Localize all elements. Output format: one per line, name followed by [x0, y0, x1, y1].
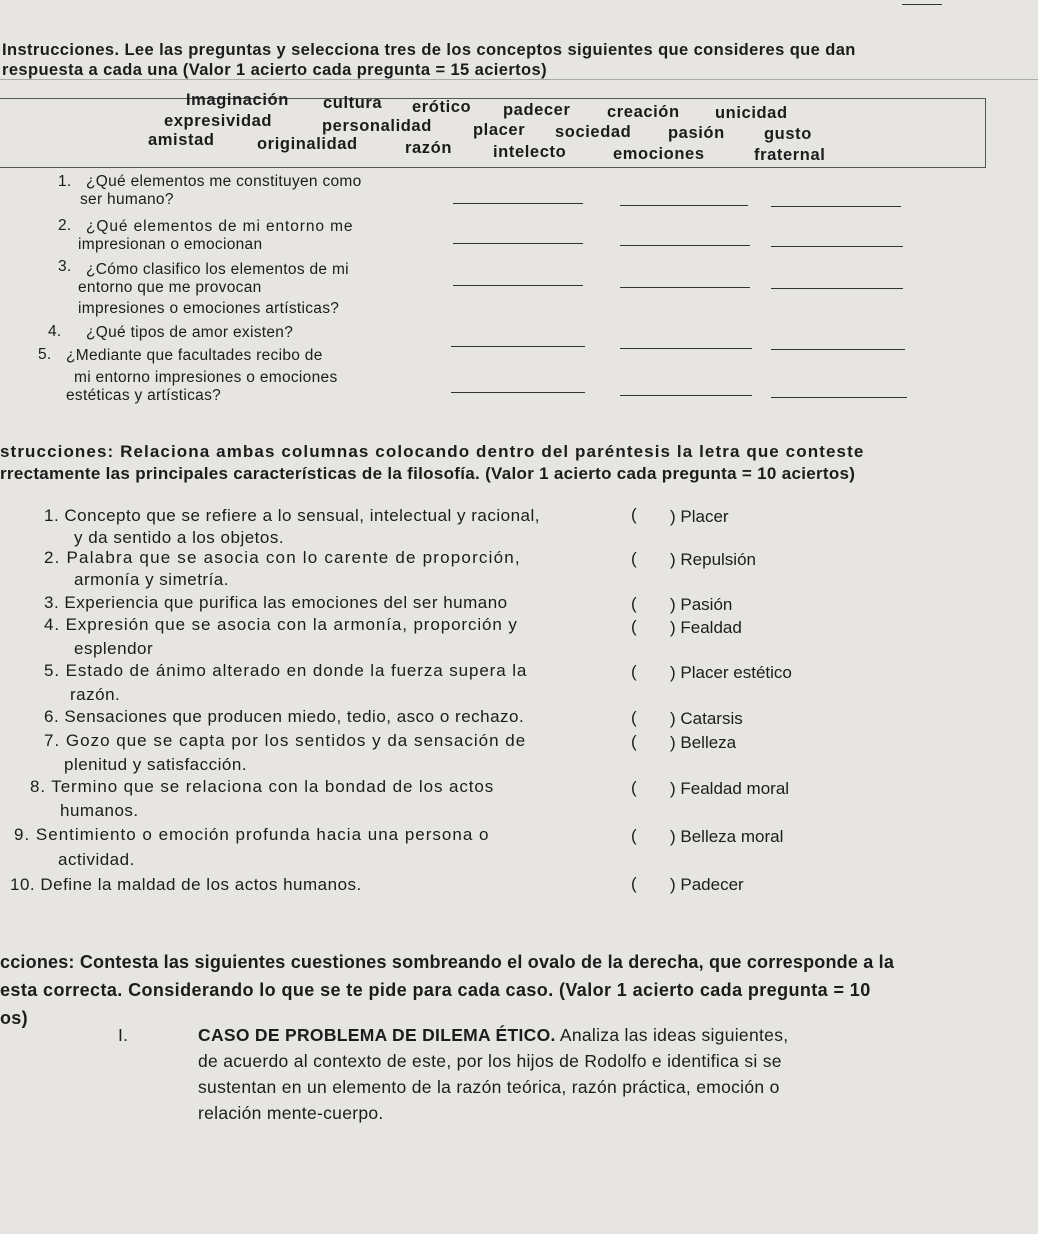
section2-instructions-line2: rrectamente las principales características de la filosofía. (Valor 1 acierto cada pregunta = 10 aciertos): [0, 464, 856, 483]
answer-blank[interactable]: [453, 243, 583, 244]
answer-blank[interactable]: [453, 203, 583, 204]
answer-blank[interactable]: [771, 349, 905, 350]
word: erótico: [412, 98, 472, 116]
answer-paren[interactable]: (: [631, 778, 637, 797]
answer-blank[interactable]: [620, 245, 750, 246]
answer-paren[interactable]: (: [631, 708, 637, 727]
answer-blank[interactable]: [620, 205, 748, 206]
section1-instructions: [2, 40, 856, 80]
corner-line: [902, 4, 942, 5]
question-number: 1.: [58, 173, 72, 190]
question-number: 4.: [48, 323, 62, 340]
section3-instructions: [0, 950, 894, 1030]
answer-paren[interactable]: (: [631, 874, 637, 893]
question-text: ¿Cómo clasifico los elementos de mi entorno que me provocan impresiones o emociones artísticas?: [78, 261, 349, 317]
section2-instructions-line1: strucciones: Relaciona ambas columnas colocando dentro del paréntesis la letra que conteste: [0, 442, 865, 461]
word: unicidad: [715, 104, 788, 122]
section1-rule: [0, 79, 1038, 80]
question-number: 2.: [58, 217, 72, 234]
word: intelecto: [493, 143, 567, 161]
section1-instructions-line2: respuesta a cada una (Valor 1 acierto cada pregunta = 15 aciertos): [2, 61, 547, 79]
question-text: ¿Qué tipos de amor existen?: [86, 324, 294, 341]
option-label: ) Belleza moral: [670, 827, 784, 846]
answer-blank[interactable]: [451, 392, 585, 393]
section3-instructions-line2: esta correcta. Considerando lo que se te pide para cada caso. (Valor 1 acierto cada pregunta = 10: [0, 980, 871, 1000]
answer-blank[interactable]: [771, 246, 903, 247]
word: sociedad: [555, 123, 632, 141]
matching-item: 10. Define la maldad de los actos humanos.: [10, 875, 362, 894]
answer-blank[interactable]: [771, 206, 901, 207]
case-title: CASO DE PROBLEMA DE DILEMA ÉTICO.: [198, 1025, 556, 1045]
section2-instructions: [0, 441, 864, 485]
case-description: [198, 1023, 788, 1125]
case-line3: sustentan en un elemento de la razón teórica, razón práctica, emoción o: [198, 1077, 780, 1097]
word: originalidad: [257, 135, 358, 153]
word: expresividad: [164, 112, 273, 130]
answer-paren[interactable]: (: [631, 826, 637, 845]
option-label: ) Padecer: [670, 875, 744, 894]
option-label: ) Fealdad moral: [670, 779, 790, 798]
section3-instructions-line3: os): [0, 1008, 28, 1028]
word: Imaginación: [186, 91, 289, 109]
question-text: ¿Qué elementos de mi entorno me impresionan o emocionan: [78, 218, 354, 253]
matching-item: 9. Sentimiento o emoción profunda hacia una persona o actividad.: [14, 825, 490, 869]
case-line2: de acuerdo al contexto de este, por los hijos de Rodolfo e identifica si se: [198, 1051, 782, 1071]
option-label: ) Pasión: [670, 595, 733, 614]
answer-paren[interactable]: (: [631, 617, 637, 636]
word: razón: [405, 139, 453, 157]
answer-blank[interactable]: [771, 397, 907, 398]
answer-paren[interactable]: (: [631, 732, 637, 751]
question-text: ¿Mediante que facultades recibo de mi entorno impresiones o emociones estéticas y artísticas?: [66, 347, 338, 404]
word: amistad: [148, 131, 215, 149]
answer-paren[interactable]: (: [631, 505, 637, 524]
matching-item: 1. Concepto que se refiere a lo sensual, intelectual y racional, y da sentido a los objetos.: [44, 506, 540, 547]
question-number: 3.: [58, 258, 72, 275]
answer-blank[interactable]: [620, 287, 750, 288]
word: placer: [473, 121, 526, 139]
case-number: I.: [118, 1025, 129, 1045]
option-label: ) Placer: [670, 507, 729, 526]
option-label: ) Belleza: [670, 733, 737, 752]
case-line4: relación mente-cuerpo.: [198, 1103, 384, 1123]
matching-item: 2. Palabra que se asocia con lo carente de proporción, armonía y simetría.: [44, 548, 521, 589]
matching-item: 5. Estado de ánimo alterado en donde la fuerza supera la razón.: [44, 661, 528, 704]
answer-paren[interactable]: (: [631, 662, 637, 681]
case-line1: Analiza las ideas siguientes,: [555, 1025, 789, 1045]
question-text: ¿Qué elementos me constituyen como ser humano?: [80, 173, 362, 208]
word: padecer: [503, 101, 571, 119]
matching-item: 8. Termino que se relaciona con la bondad de los actos humanos.: [30, 777, 495, 820]
option-label: ) Fealdad: [670, 618, 742, 637]
answer-blank[interactable]: [453, 285, 583, 286]
matching-item: 3. Experiencia que purifica las emociones del ser humano: [44, 593, 508, 612]
word: emociones: [613, 145, 705, 163]
option-label: ) Placer estético: [670, 663, 792, 682]
answer-blank[interactable]: [771, 288, 903, 289]
word: personalidad: [322, 117, 432, 135]
section1-instructions-line1: Instrucciones. Lee las preguntas y selecciona tres de los conceptos siguientes que consideres que dan: [2, 41, 856, 59]
word: pasión: [668, 124, 725, 142]
answer-blank[interactable]: [620, 348, 752, 349]
option-label: ) Repulsión: [670, 550, 756, 569]
answer-blank[interactable]: [620, 395, 752, 396]
word: fraternal: [754, 146, 826, 164]
section3-instructions-line1: cciones: Contesta las siguientes cuestiones sombreando el ovalo de la derecha, que corresponde a la: [0, 952, 895, 972]
answer-paren[interactable]: (: [631, 549, 637, 568]
matching-item: 4. Expresión que se asocia con la armonía, proporción y esplendor: [44, 615, 518, 658]
answer-paren[interactable]: (: [631, 594, 637, 613]
word: gusto: [764, 125, 812, 143]
question-number: 5.: [38, 346, 52, 363]
word: creación: [607, 103, 680, 121]
matching-item: 6. Sensaciones que producen miedo, tedio, asco o rechazo.: [44, 707, 525, 726]
option-label: ) Catarsis: [670, 709, 743, 728]
matching-item: 7. Gozo que se capta por los sentidos y da sensación de plenitud y satisfacción.: [44, 731, 527, 774]
word: cultura: [323, 94, 383, 112]
answer-blank[interactable]: [451, 346, 585, 347]
